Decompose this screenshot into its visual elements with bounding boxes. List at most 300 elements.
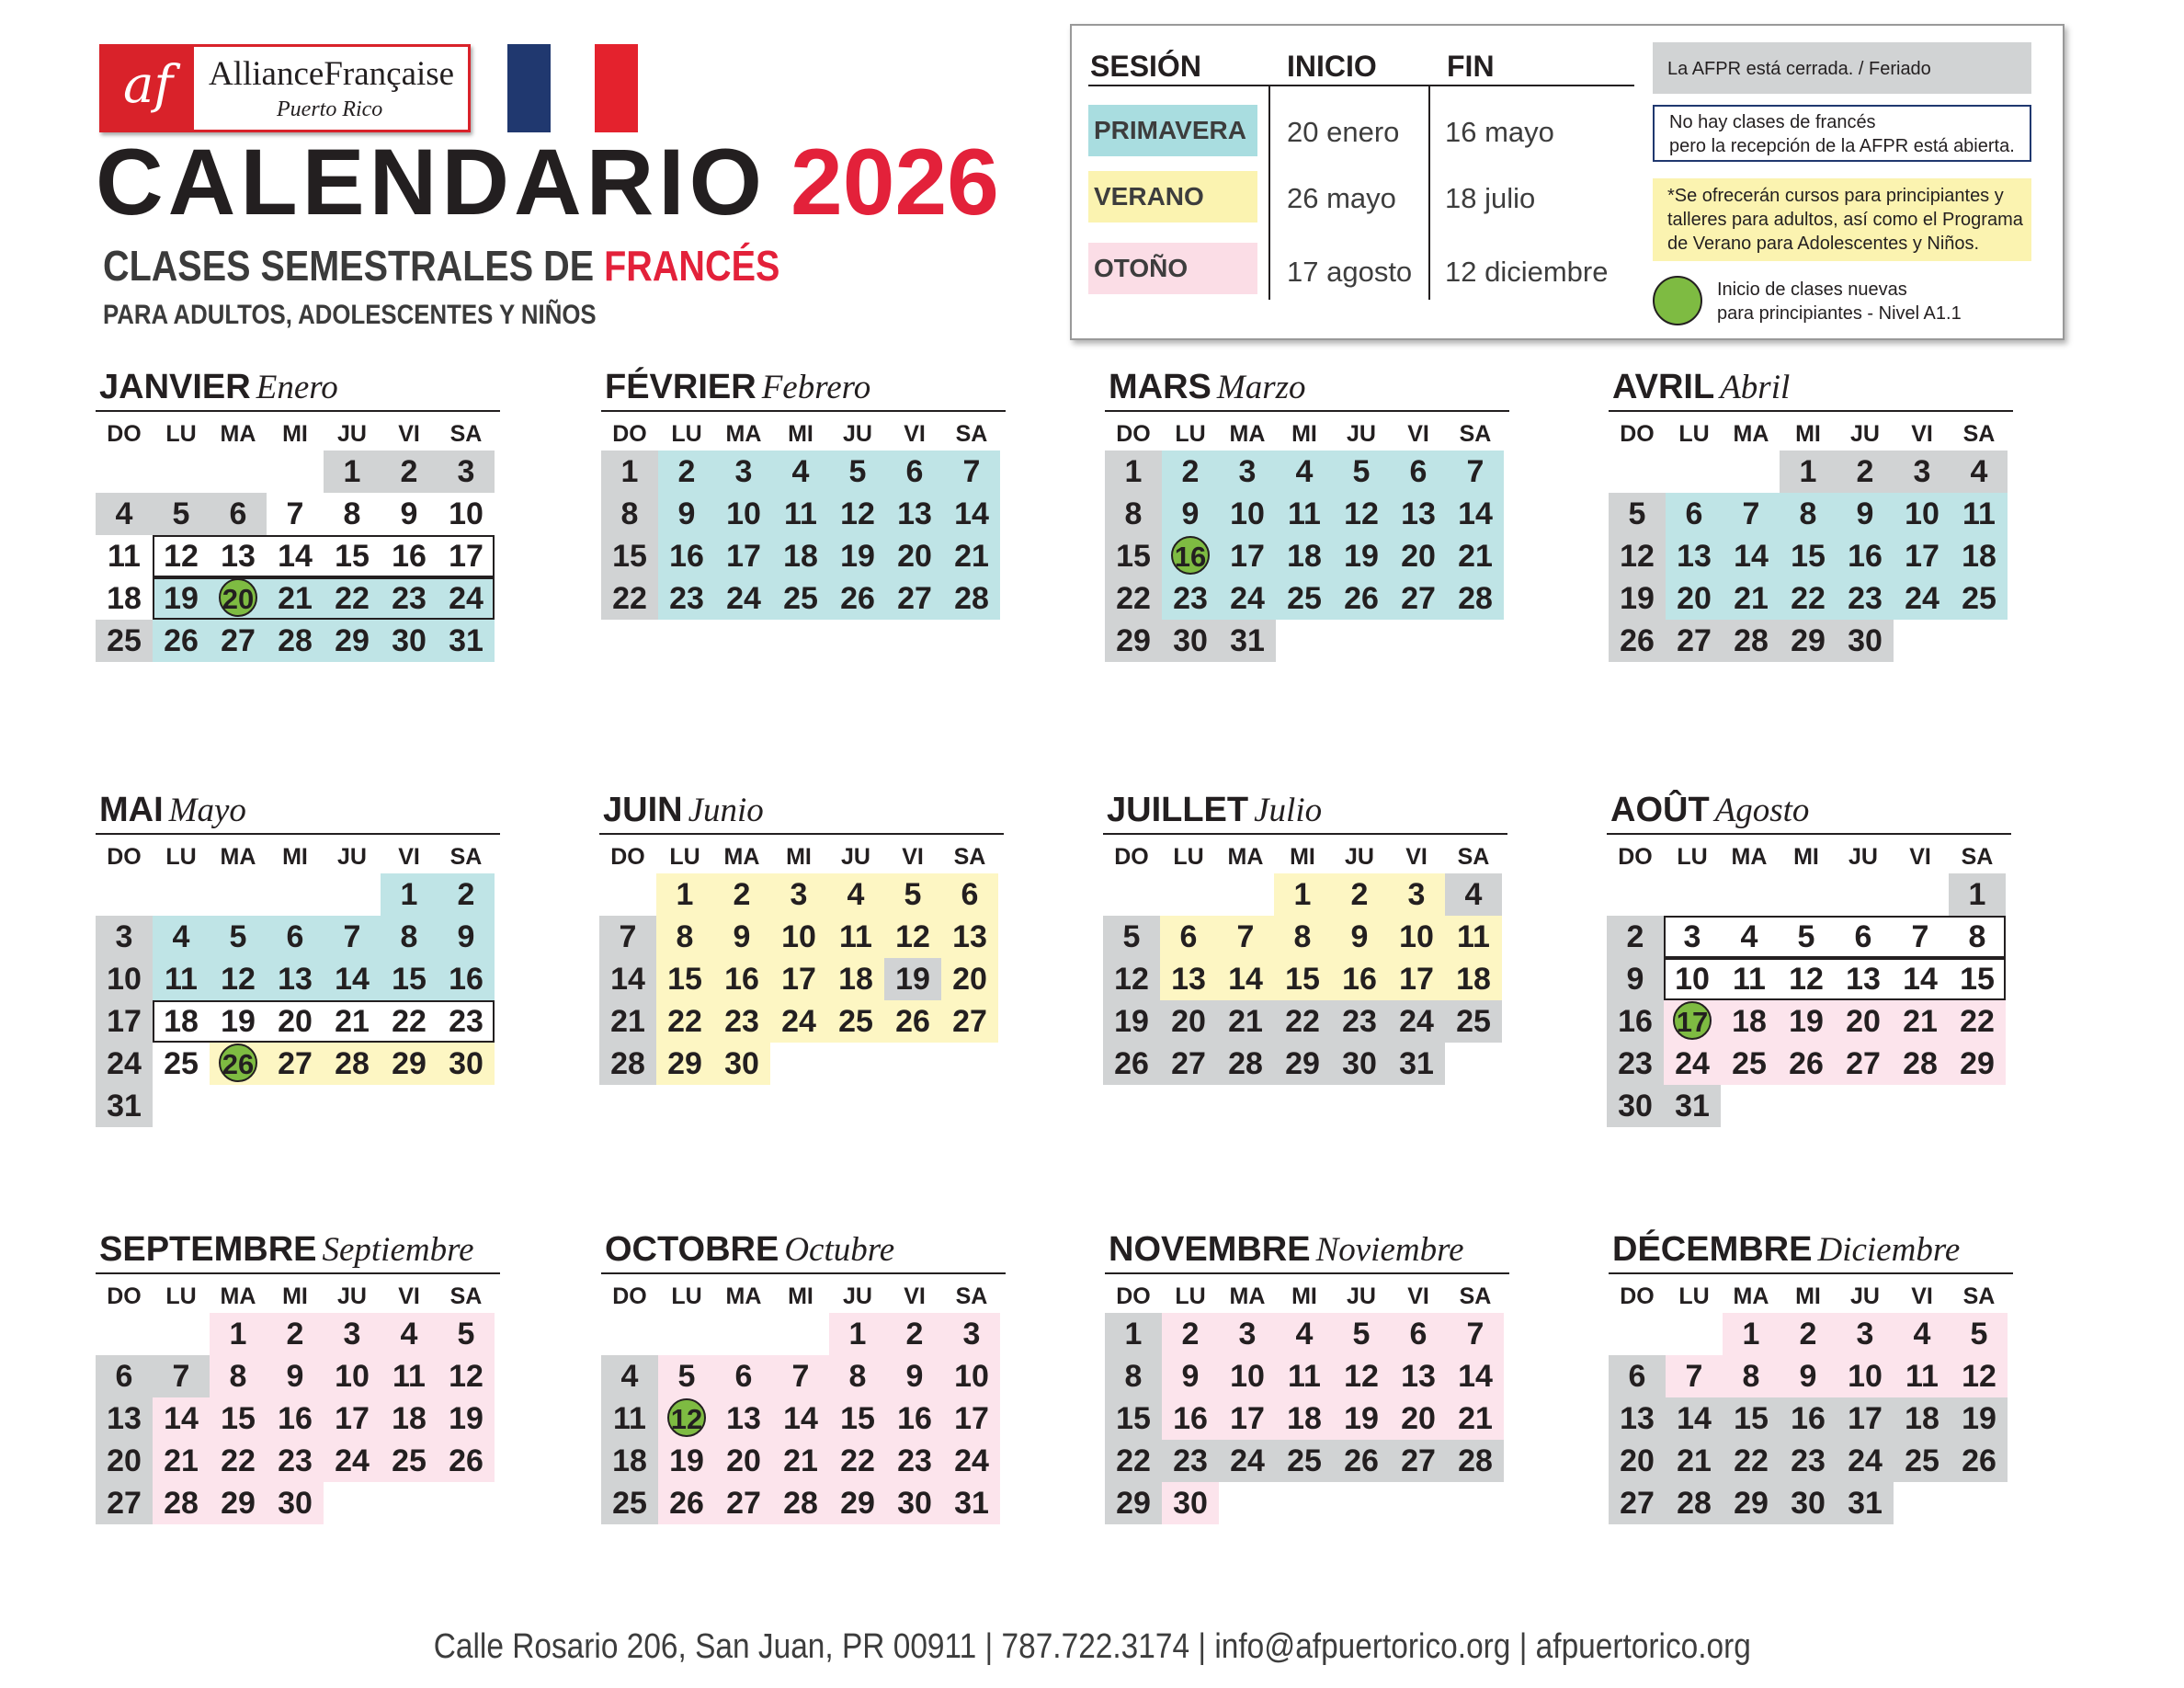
calendar-day: 5 <box>1103 916 1160 958</box>
calendar-day: 24 <box>1219 1440 1276 1482</box>
calendar-day: 7 <box>1911 919 1929 954</box>
calendar-day: 6 <box>886 451 943 493</box>
calendar-day: 23 <box>886 1440 943 1482</box>
month-name-es: Septiembre <box>322 1231 474 1269</box>
calendar-day: 24 <box>1664 1043 1721 1085</box>
weekday-label: DO <box>1620 1283 1655 1309</box>
calendar-day: 18 <box>601 1440 658 1482</box>
weekday-label: SA <box>1459 1283 1492 1309</box>
french-flag-icon <box>507 44 638 132</box>
calendar-day: 22 <box>1949 1000 2006 1043</box>
calendar-day: 15 <box>1105 535 1162 577</box>
month-title <box>1107 791 1322 830</box>
calendar-day: 26 <box>658 1482 715 1524</box>
month-rule <box>1105 410 1509 412</box>
calendar-day: 26 <box>153 620 210 662</box>
calendar-day: 19 <box>1609 577 1666 620</box>
calendar-day: 24 <box>96 1043 153 1085</box>
calendar-day: 29 <box>1949 1043 2006 1085</box>
calendar-day: 19 <box>1333 1397 1390 1440</box>
weekday-label: JU <box>1345 844 1374 870</box>
new-class-start-marker: 12 <box>667 1398 706 1437</box>
calendar-day <box>210 577 267 620</box>
calendar-day: 20 <box>1390 1397 1447 1440</box>
weekday-label: JU <box>337 844 367 870</box>
calendar-day: 11 <box>1894 1355 1951 1397</box>
calendar-day: 12 <box>1333 493 1390 535</box>
calendar-day: 18 <box>1894 1397 1951 1440</box>
calendar-day <box>1664 1000 1721 1043</box>
calendar-day: 23 <box>381 577 438 620</box>
weekday-label: SA <box>953 844 986 870</box>
weekday-label: MA <box>1733 421 1769 447</box>
calendar-day: 27 <box>210 620 267 662</box>
calendar-day: 12 <box>829 493 886 535</box>
weekday-label: JU <box>841 844 870 870</box>
weekday-label: DO <box>107 844 142 870</box>
calendar-day: 14 <box>1723 535 1780 577</box>
calendar-day: 22 <box>829 1440 886 1482</box>
calendar-day: 18 <box>107 581 142 616</box>
calendar-day: 17 <box>324 1397 381 1440</box>
calendar-day: 13 <box>715 1397 772 1440</box>
month-name-es: Marzo <box>1216 369 1306 406</box>
weekday-label: JU <box>1850 1283 1880 1309</box>
calendar-day: 1 <box>381 873 438 916</box>
calendar-day: 21 <box>1723 577 1780 620</box>
weekday-label: VI <box>1407 421 1429 447</box>
weekday-label: SA <box>1961 844 1994 870</box>
weekday-label: MI <box>1795 421 1821 447</box>
calendar-day: 20 <box>1835 1000 1892 1043</box>
calendar-day: 23 <box>658 577 715 620</box>
weekday-label: VI <box>904 421 926 447</box>
month-name-fr: MARS <box>1109 368 1211 406</box>
calendar-day: 8 <box>1968 919 1986 954</box>
calendar-day: 7 <box>1217 916 1274 958</box>
calendar-day: 31 <box>1388 1043 1445 1085</box>
calendar-day: 10 <box>1219 1355 1276 1397</box>
calendar-day: 22 <box>1274 1000 1331 1043</box>
weekday-label: MI <box>282 421 308 447</box>
weekday-label: MA <box>725 421 762 447</box>
calendar-day: 17 <box>449 539 483 574</box>
calendar-day: 6 <box>1390 451 1447 493</box>
new-class-start-marker: 26 <box>219 1044 257 1082</box>
session-name: PRIMAVERA <box>1088 105 1257 156</box>
calendar-day: 2 <box>1607 916 1664 958</box>
calendar-day: 25 <box>1721 1043 1778 1085</box>
month-name-es: Agosto <box>1714 792 1810 829</box>
calendar-day: 27 <box>1390 1440 1447 1482</box>
calendar-day: 9 <box>1780 1355 1837 1397</box>
calendar-day: 20 <box>715 1440 772 1482</box>
calendar-day: 8 <box>656 916 713 958</box>
calendar-day: 27 <box>941 1000 998 1043</box>
weekday-label: LU <box>165 1283 197 1309</box>
weekday-label: LU <box>671 421 702 447</box>
calendar-day: 14 <box>1447 493 1504 535</box>
calendar-day: 22 <box>392 1004 427 1039</box>
calendar-day: 28 <box>1892 1043 1949 1085</box>
title-word: CALENDARIO <box>96 130 767 234</box>
calendar-day: 26 <box>1778 1043 1835 1085</box>
calendar-day: 24 <box>1837 1440 1894 1482</box>
month-title <box>99 368 338 407</box>
key-new-class-line: Inicio de clases nuevas <box>1717 279 1907 300</box>
calendar-day: 1 <box>1105 1313 1162 1355</box>
weekday-label: JU <box>1848 844 1878 870</box>
calendar-day: 24 <box>1219 577 1276 620</box>
calendar-day: 25 <box>96 620 153 662</box>
subtitle <box>103 241 779 291</box>
calendar-day: 9 <box>267 1355 324 1397</box>
weekday-label: MI <box>282 844 308 870</box>
calendar-day: 25 <box>164 1046 199 1081</box>
weekday-label: DO <box>107 421 142 447</box>
calendar-day: 30 <box>267 1482 324 1524</box>
calendar-day: 11 <box>381 1355 438 1397</box>
calendar-day: 10 <box>770 916 827 958</box>
weekday-label: LU <box>165 844 197 870</box>
month-name-es: Junio <box>688 792 764 829</box>
month-name-fr: NOVEMBRE <box>1109 1230 1311 1269</box>
calendar-day: 9 <box>1331 916 1388 958</box>
session-name: VERANO <box>1088 171 1257 222</box>
calendar-day: 25 <box>1276 1440 1333 1482</box>
calendar-day: 1 <box>324 451 381 493</box>
calendar-day: 27 <box>267 1043 324 1085</box>
month-rule <box>599 833 1004 835</box>
calendar-day: 25 <box>827 1000 884 1043</box>
calendar-day: 23 <box>1837 577 1894 620</box>
calendar-day: 4 <box>1740 919 1758 954</box>
month-title <box>603 791 764 830</box>
calendar-day: 25 <box>601 1482 658 1524</box>
calendar-day: 1 <box>210 1313 267 1355</box>
calendar-day: 21 <box>1447 1397 1504 1440</box>
weekday-label: MA <box>725 1283 762 1309</box>
calendar-day: 9 <box>1607 958 1664 1000</box>
calendar-day: 31 <box>438 620 495 662</box>
calendar-day: 15 <box>335 539 370 574</box>
weekday-label: LU <box>1677 844 1708 870</box>
calendar-day: 18 <box>164 1004 199 1039</box>
calendar-day: 18 <box>1276 1397 1333 1440</box>
calendar-day: 2 <box>1331 873 1388 916</box>
calendar-day: 15 <box>1780 535 1837 577</box>
calendar-day: 17 <box>770 958 827 1000</box>
calendar-day: 19 <box>829 535 886 577</box>
calendar-day: 7 <box>1447 1313 1504 1355</box>
calendar-day: 23 <box>449 1004 483 1039</box>
calendar-day: 9 <box>438 916 495 958</box>
month-title <box>1610 791 1809 830</box>
calendar-day: 5 <box>1609 493 1666 535</box>
calendar-day: 7 <box>772 1355 829 1397</box>
calendar-day: 19 <box>221 1004 256 1039</box>
new-class-dot-icon <box>1653 276 1702 325</box>
calendar-day: 9 <box>886 1355 943 1397</box>
calendar-day: 27 <box>715 1482 772 1524</box>
calendar-day: 2 <box>658 451 715 493</box>
calendar-day: 18 <box>827 958 884 1000</box>
weekday-label: SA <box>1457 844 1490 870</box>
calendar-day: 30 <box>1162 1482 1219 1524</box>
calendar-day: 24 <box>943 1440 1000 1482</box>
session-start: 26 mayo <box>1287 182 1396 214</box>
calendar-day: 20 <box>886 535 943 577</box>
calendar-day: 1 <box>1780 451 1837 493</box>
weekday-label: SA <box>449 844 483 870</box>
month-name-fr: OCTOBRE <box>605 1230 779 1269</box>
key-no-class-line: pero la recepción de la AFPR está abierta. <box>1669 136 2015 156</box>
calendar-day: 19 <box>438 1397 495 1440</box>
calendar-day: 17 <box>1388 958 1445 1000</box>
calendar-day: 15 <box>210 1397 267 1440</box>
weekday-label: VI <box>904 1283 926 1309</box>
calendar-day: 7 <box>1447 451 1504 493</box>
calendar-day: 7 <box>153 1355 210 1397</box>
month-title <box>1612 1230 1960 1270</box>
month-rule <box>601 1272 1006 1274</box>
calendar-day: 25 <box>772 577 829 620</box>
calendar-day: 12 <box>438 1355 495 1397</box>
calendar-day: 11 <box>1276 493 1333 535</box>
weekday-label: LU <box>1678 421 1710 447</box>
calendar-day: 8 <box>1274 916 1331 958</box>
key-offer-line: de Verano para Adolescentes y Niños. <box>1667 234 1980 254</box>
weekday-label: MI <box>788 1283 813 1309</box>
weekday-label: JU <box>337 421 367 447</box>
calendar-day: 20 <box>1160 1000 1217 1043</box>
calendar-day: 4 <box>381 1313 438 1355</box>
weekday-label: MA <box>1731 844 1768 870</box>
month-title <box>99 1230 474 1270</box>
calendar-day <box>210 1043 267 1085</box>
calendar-day: 6 <box>96 1355 153 1397</box>
weekday-label: VI <box>1911 1283 1933 1309</box>
calendar-day: 20 <box>1390 535 1447 577</box>
calendar-day: 2 <box>381 451 438 493</box>
calendar-day: 1 <box>829 1313 886 1355</box>
calendar-day: 21 <box>267 577 324 620</box>
calendar-day: 19 <box>1333 535 1390 577</box>
calendar-day: 26 <box>1951 1440 2008 1482</box>
calendar-day: 10 <box>1837 1355 1894 1397</box>
weekday-label: JU <box>1347 1283 1376 1309</box>
new-class-start-marker: 17 <box>1673 1001 1712 1040</box>
calendar-day: 1 <box>601 451 658 493</box>
weekday-label: MI <box>282 1283 308 1309</box>
weekday-label: DO <box>1114 844 1149 870</box>
calendar-day: 28 <box>1217 1043 1274 1085</box>
month-name-fr: MAI <box>99 791 164 829</box>
calendar-day: 23 <box>1162 1440 1219 1482</box>
calendar-day: 3 <box>96 916 153 958</box>
month-rule <box>1105 1272 1509 1274</box>
calendar-day: 29 <box>1274 1043 1331 1085</box>
calendar-day: 11 <box>772 493 829 535</box>
weekday-label: DO <box>612 421 647 447</box>
weekday-label: JU <box>843 421 872 447</box>
calendar-day: 29 <box>656 1043 713 1085</box>
weekday-label: MA <box>1733 1283 1769 1309</box>
month-name-fr: AOÛT <box>1610 791 1710 829</box>
calendar-day: 4 <box>96 493 153 535</box>
calendar-day: 5 <box>884 873 941 916</box>
calendar-day: 3 <box>1894 451 1951 493</box>
calendar-day: 12 <box>1609 535 1666 577</box>
footer-text: Calle Rosario 206, San Juan, PR 00911 | 787.722.3174 | info@afpuertorico.org | afpuertorico.org <box>433 1627 1751 1666</box>
calendar-day: 17 <box>715 535 772 577</box>
calendar-day: 21 <box>1447 535 1504 577</box>
calendar-day: 23 <box>1162 577 1219 620</box>
weekday-label: MI <box>1290 844 1315 870</box>
calendar-day: 14 <box>153 1397 210 1440</box>
calendar-day: 22 <box>1105 1440 1162 1482</box>
calendar-day: 24 <box>1894 577 1951 620</box>
session-start: 17 agosto <box>1287 256 1413 288</box>
weekday-label: MA <box>723 844 760 870</box>
calendar-day: 4 <box>1951 451 2008 493</box>
calendar-day: 27 <box>1835 1043 1892 1085</box>
calendar-day: 4 <box>153 916 210 958</box>
calendar-day: 30 <box>381 620 438 662</box>
calendar-day: 13 <box>1666 535 1723 577</box>
calendar-day: 23 <box>713 1000 770 1043</box>
calendar-day: 18 <box>1276 535 1333 577</box>
calendar-day: 2 <box>1162 1313 1219 1355</box>
session-legend <box>1070 24 2065 340</box>
calendar-day: 21 <box>153 1440 210 1482</box>
key-offer-line: *Se ofrecerán cursos para principiantes y <box>1667 186 2004 206</box>
calendar-day: 31 <box>1664 1085 1721 1127</box>
calendar-day: 17 <box>1219 535 1276 577</box>
calendar-day <box>1162 535 1219 577</box>
calendar-day: 7 <box>324 916 381 958</box>
title-year: 2026 <box>790 130 999 234</box>
calendar-day: 7 <box>599 916 656 958</box>
header-session: SESIÓN <box>1090 50 1201 83</box>
calendar-day: 9 <box>658 493 715 535</box>
calendar-day: 19 <box>884 958 941 1000</box>
calendar-day: 13 <box>1160 958 1217 1000</box>
calendar-day: 22 <box>1780 577 1837 620</box>
calendar-day: 7 <box>1723 493 1780 535</box>
calendar-day: 17 <box>1837 1397 1894 1440</box>
calendar-day: 31 <box>96 1085 153 1127</box>
calendar-day: 27 <box>1160 1043 1217 1085</box>
calendar-day: 24 <box>715 577 772 620</box>
calendar-day: 27 <box>1666 620 1723 662</box>
month-name-es: Julio <box>1254 792 1323 829</box>
weekday-label: JU <box>1347 421 1376 447</box>
calendar-day: 22 <box>656 1000 713 1043</box>
calendar-day: 30 <box>1780 1482 1837 1524</box>
calendar-day: 11 <box>1276 1355 1333 1397</box>
calendar-day: 22 <box>1723 1440 1780 1482</box>
weekday-label: VI <box>902 844 924 870</box>
calendar-day: 3 <box>324 1313 381 1355</box>
footer-contact <box>0 1627 2184 1667</box>
calendar-day: 12 <box>1333 1355 1390 1397</box>
calendar-day: 6 <box>1609 1355 1666 1397</box>
month-name-es: Noviembre <box>1315 1231 1464 1269</box>
weekday-label: MA <box>220 844 256 870</box>
calendar-day: 1 <box>656 873 713 916</box>
legend-divider <box>1428 86 1430 300</box>
calendar-day: 30 <box>713 1043 770 1085</box>
calendar-day: 14 <box>278 539 313 574</box>
calendar-day: 8 <box>1105 493 1162 535</box>
calendar-day: 11 <box>1951 493 2008 535</box>
weekday-label: LU <box>1175 1283 1206 1309</box>
calendar-day: 21 <box>1666 1440 1723 1482</box>
calendar-day: 28 <box>267 620 324 662</box>
calendar-day: 7 <box>1666 1355 1723 1397</box>
calendar-day: 5 <box>829 451 886 493</box>
calendar-day: 26 <box>1333 1440 1390 1482</box>
calendar-day: 16 <box>1331 958 1388 1000</box>
calendar-day: 16 <box>267 1397 324 1440</box>
calendar-day: 29 <box>1780 620 1837 662</box>
calendar-day: 15 <box>1274 958 1331 1000</box>
page-title <box>96 129 999 236</box>
calendar-day: 9 <box>400 496 418 531</box>
calendar-day: 1 <box>1723 1313 1780 1355</box>
month-rule <box>96 1272 500 1274</box>
weekday-label: MA <box>220 421 256 447</box>
calendar-day: 20 <box>278 1004 313 1039</box>
weekday-label: JU <box>1850 421 1880 447</box>
calendar-day: 3 <box>770 873 827 916</box>
month-name-fr: JANVIER <box>99 368 251 406</box>
calendar-day: 3 <box>715 451 772 493</box>
weekday-label: VI <box>1407 1283 1429 1309</box>
calendar-day: 18 <box>1951 535 2008 577</box>
calendar-day: 2 <box>438 873 495 916</box>
calendar-day: 6 <box>267 916 324 958</box>
calendar-day: 14 <box>772 1397 829 1440</box>
weekday-label: SA <box>449 421 483 447</box>
calendar-day: 20 <box>96 1440 153 1482</box>
calendar-day: 11 <box>1733 962 1766 997</box>
calendar-day: 13 <box>1390 1355 1447 1397</box>
calendar-day: 24 <box>324 1440 381 1482</box>
calendar-day: 26 <box>884 1000 941 1043</box>
calendar-day: 21 <box>1892 1000 1949 1043</box>
month-name-es: Abril <box>1720 369 1791 406</box>
calendar-day: 5 <box>210 916 267 958</box>
calendar-day: 29 <box>210 1482 267 1524</box>
calendar-day: 30 <box>1607 1085 1664 1127</box>
calendar-day: 12 <box>1951 1355 2008 1397</box>
calendar-day: 27 <box>1609 1482 1666 1524</box>
calendar-day: 15 <box>1723 1397 1780 1440</box>
af-logo-mark: af <box>102 47 194 130</box>
calendar-day: 15 <box>656 958 713 1000</box>
calendar-day: 8 <box>343 496 361 531</box>
session-start: 20 enero <box>1287 116 1400 148</box>
calendar-day: 15 <box>601 535 658 577</box>
weekday-label: MI <box>1795 1283 1821 1309</box>
weekday-label: MI <box>1793 844 1819 870</box>
calendar-day: 23 <box>1607 1043 1664 1085</box>
calendar-day: 16 <box>438 958 495 1000</box>
calendar-day: 18 <box>381 1397 438 1440</box>
calendar-day: 19 <box>1951 1397 2008 1440</box>
